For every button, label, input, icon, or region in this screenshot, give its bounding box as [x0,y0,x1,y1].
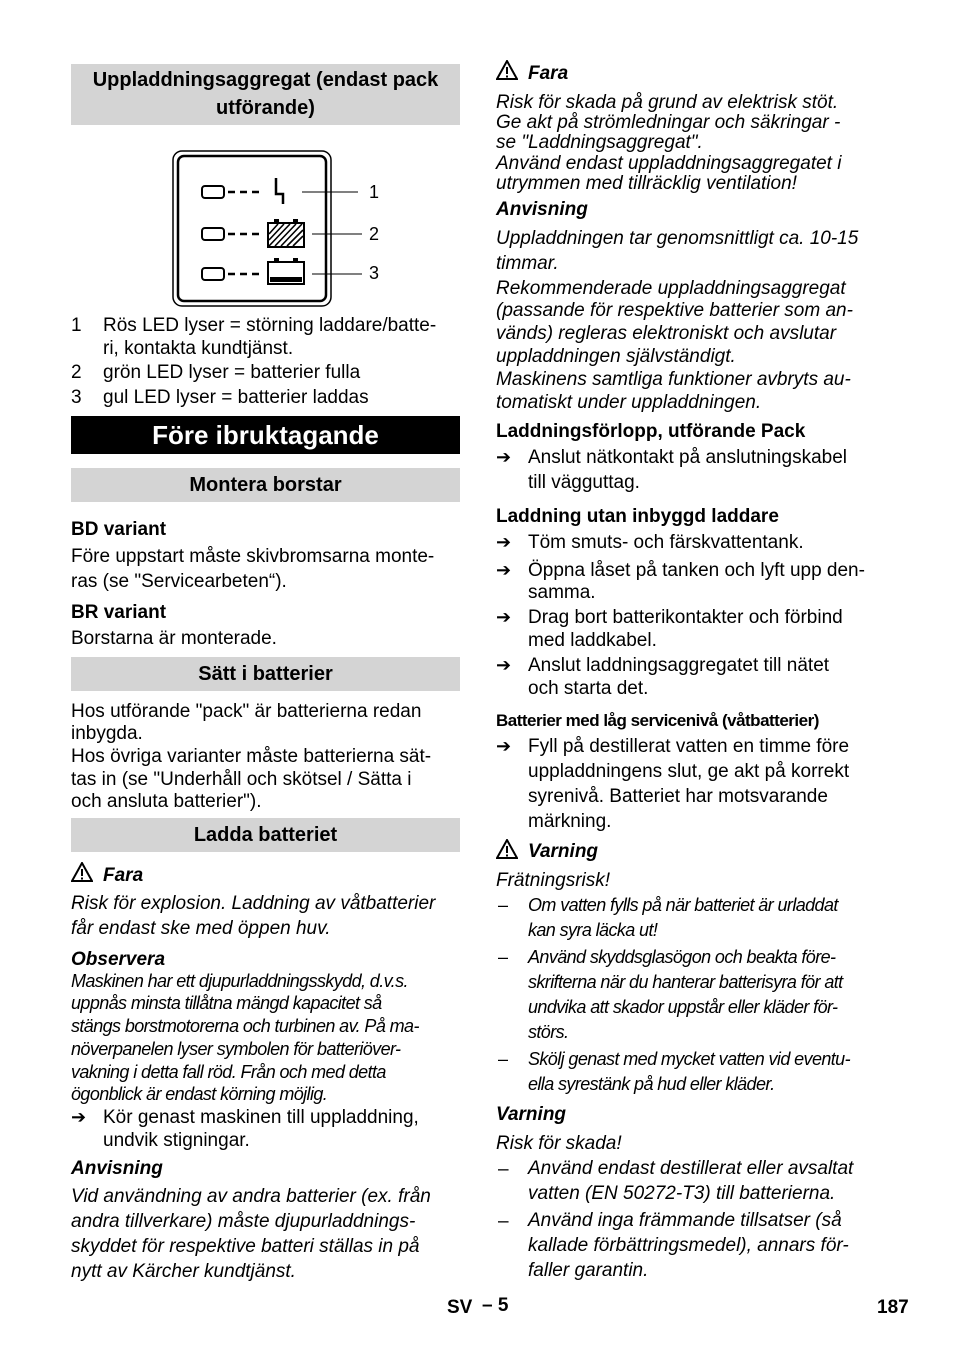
led-red-icon [202,186,224,198]
legend-text: grön LED lyser = batterier fulla [103,362,361,383]
arrow-icon: ➔ [71,1107,87,1127]
step-text: uppladdningens slut, ge akt på korrekt [528,761,850,782]
step-text: Öppna låset på tanken och lyft upp den- [528,560,865,581]
list-item: faller garantin. [528,1260,649,1281]
step-text: till vägguttag. [528,472,640,493]
satt-text: Hos övriga varianter måste batterierna sät- [71,746,432,767]
anvisning-text: Vid användning av andra batterier (ex. från [71,1186,431,1207]
ladda-heading [71,818,460,852]
anvisning-text: vänds) regleras elektroniskt och avslutar [496,323,837,344]
charger-heading [71,64,460,125]
arrow-icon: ➔ [496,560,512,580]
montera-heading [71,468,460,502]
arrow-icon: ➔ [496,607,512,627]
satt-heading-text: Sätt i batterier [198,663,333,685]
anvisning-text: (passande för respektive batterier som an- [496,300,853,321]
observera-line: növerpanelen lyser symbolen för batteriöver- [71,1039,401,1059]
observera-line: vakning i detta fall röd. Från och med detta [71,1062,386,1082]
anvisning-text: Uppladdningen tar genomsnittligt ca. 10-15 [496,228,859,249]
arrow-icon: ➔ [496,447,512,467]
observera-line: uppnås minsta tillåtna mängd kapacitet så [71,993,382,1013]
anvisning-text: Rekommenderade uppladdningsaggregat [496,278,846,299]
br-text: Borstarna är monterade. [71,628,277,649]
arrow-icon: ➔ [496,736,512,756]
anvisning-text: nytt av Kärcher kundtjänst. [71,1261,296,1282]
warning-triangle-icon [496,60,518,80]
varning-label: Varning [496,1104,567,1125]
satt-text: Hos utförande "pack" är batterierna redan [71,701,422,722]
step-text: Anslut laddningsaggregatet till nätet [528,655,830,676]
step-text: undvik stigningar. [103,1130,250,1151]
arrow-icon: ➔ [496,532,512,552]
anvisning-text: tomatiskt under uppladdningen. [496,392,762,413]
bd-text: Före uppstart måste skivbromsarna monte- [71,546,435,567]
satt-text: tas in (se "Underhåll och skötsel / Sätta i [71,769,412,790]
list-item: Använd endast destillerat eller avsaltat [528,1158,854,1179]
step-text: syrenivå. Batteriet har motsvarande [528,786,828,807]
fara-label: Fara [103,865,144,886]
observera-line: stängs borstmotorerna och turbinen av. På ma- [71,1016,419,1036]
anvisning-text: Maskinens samtliga funktioner avbryts au- [496,369,851,390]
fara-text: utrymmen med tillräcklig ventilation! [496,173,797,194]
br-heading: BR variant [71,602,167,623]
observera-label: Observera [71,949,166,970]
anvisning-text: skyddet för respektive batteri ställas in på [71,1236,420,1257]
led-yellow-icon [202,268,224,280]
section-title-text: Före ibruktagande [152,420,379,450]
step-text: Drag bort batterikontakter och förbind [528,607,843,628]
anvisning-label: Anvisning [496,199,588,220]
step-text: och starta det. [528,678,649,699]
montera-heading-text: Montera borstar [189,474,342,496]
fara-text: Använd endast uppladdningsaggregatet i [496,153,842,174]
observera-line: ögonblick är endast körning möjlig. [71,1084,328,1104]
legend-text: ri, kontakta kundtjänst. [103,338,294,359]
led-green-icon [202,228,224,240]
step-text: Anslut nätkontakt på anslutningskabel [528,447,847,468]
section-title [71,416,460,454]
fara-text: Ge akt på strömledningar och säkringar - [496,112,841,133]
lag-heading: Batterier med låg servicenivå (våtbatterier) [496,711,819,730]
step-text: Fyll på destillerat vatten en timme före [528,736,850,757]
charger-panel-figure [172,150,392,308]
list-item: kan syra läcka ut! [528,920,658,940]
fara-text: Risk för explosion. Laddning av våtbatterier [71,893,436,914]
ladda-heading-text: Ladda batteriet [193,824,338,846]
anvisning-text: timmar. [496,253,559,274]
list-item: vatten (EN 50272-T3) till batterierna. [528,1183,836,1204]
utan-heading: Laddning utan inbyggd laddare [496,506,779,527]
fara-text: Risk för skada på grund av elektrisk stöt. [496,92,839,113]
dash-bullet: – [498,1159,509,1180]
satt-heading [71,657,460,691]
step-text: samma. [528,582,596,603]
satt-text: inbygda. [71,723,143,744]
fara-label: Fara [528,63,569,84]
anvisning-text: uppladdningen självständigt. [496,346,736,367]
warning-triangle-icon [496,839,518,859]
step-text: Töm smuts- och färskvattentank. [528,532,804,553]
list-item: undvika att skador uppstår eller kläder för- [528,997,838,1017]
dash-bullet: – [498,947,508,967]
anvisning-text: andra tillverkare) måste djupurladdnings- [71,1211,416,1232]
list-item: Använd skyddsglasögon och beakta före- [528,947,836,967]
dash-bullet: – [498,895,508,915]
battery-full-icon [268,219,304,247]
list-item: kallade förbättringsmedel), annars för- [528,1235,849,1256]
bd-text: ras (se "Servicearbeten“). [71,571,287,592]
step-text: Kör genast maskinen till uppladdning, [103,1107,419,1128]
list-item: Om vatten fylls på när batteriet är urladdat [528,895,838,915]
charger-heading-text: Uppladdningsaggregat (endast pack utförande) [92,69,439,119]
callout-1: 1 [369,182,380,202]
callout-3: 3 [369,263,380,283]
anvisning-label: Anvisning [71,1158,163,1179]
dash-bullet: – [498,1211,509,1232]
warning-triangle-icon [71,862,93,882]
arrow-icon: ➔ [496,655,512,675]
pack-heading: Laddningsförlopp, utförande Pack [496,421,806,442]
list-item: Använd inga främmande tillsatser (så [528,1210,842,1231]
list-item: skrifterna när du hanterar batterisyra för att [528,972,843,992]
varning-sub: Risk för skada! [496,1133,622,1154]
bd-heading: BD variant [71,519,167,540]
footer-page-sep: – 5 [482,1295,509,1316]
battery-charging-icon [268,258,304,284]
list-item: ella syrestänk på hud eller kläder. [528,1074,775,1094]
legend-num: 3 [71,387,82,408]
satt-text: och ansluta batterier"). [71,791,262,812]
callout-2: 2 [369,224,380,244]
list-item: störs. [528,1022,569,1042]
varning-sub: Frätningsrisk! [496,870,611,891]
fara-text: får endast ske med öppen huv. [71,918,331,939]
list-item: Skölj genast med mycket vatten vid eventu- [528,1049,850,1069]
step-text: märkning. [528,811,612,832]
dash-bullet: – [498,1049,508,1069]
step-text: med laddkabel. [528,630,657,651]
legend-num: 1 [71,315,82,336]
fara-text: se "Laddningsaggregat". [496,132,703,153]
varning-label: Varning [528,841,599,862]
footer-lang: SV [447,1297,473,1318]
legend-num: 2 [71,362,82,383]
observera-line: Maskinen har ett djupurladdningsskydd, d.v.s. [71,971,408,991]
legend-text: gul LED lyser = batterier laddas [103,387,369,408]
legend-text: Rös LED lyser = störning laddare/batte- [103,315,437,336]
page-number: 187 [877,1297,909,1318]
